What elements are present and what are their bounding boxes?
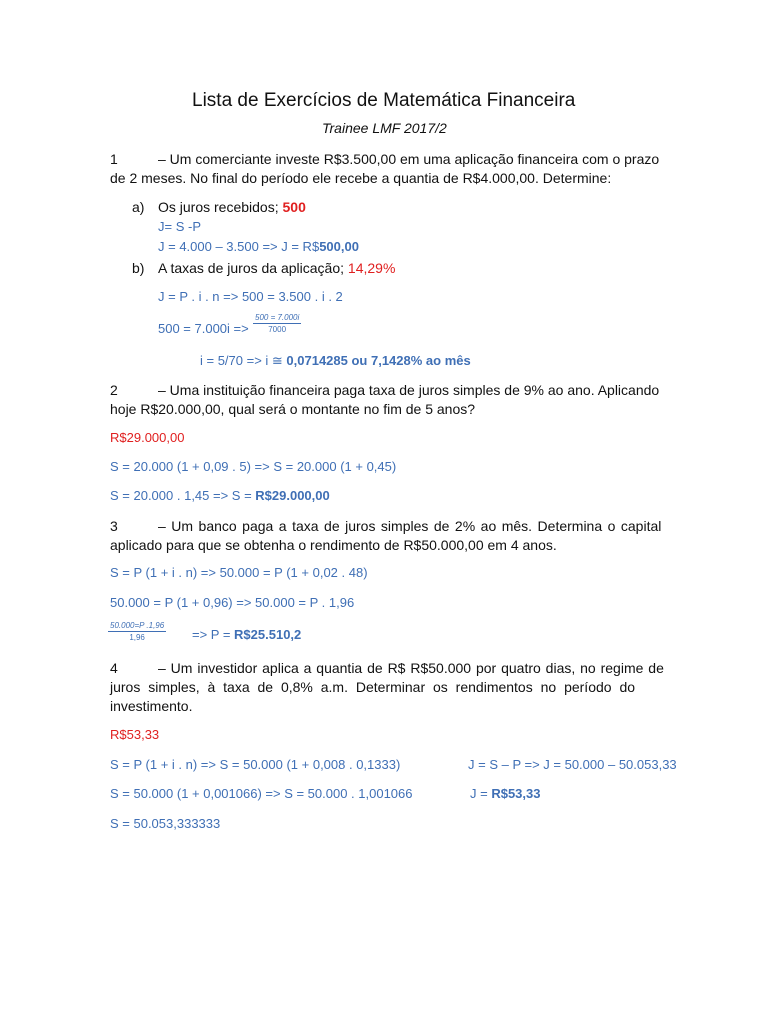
document-title: Lista de Exercícios de Matemática Financeira bbox=[192, 90, 576, 111]
q4-text-line3: investimento. bbox=[110, 698, 193, 714]
q4-right-line2-bold: R$53,33 bbox=[491, 786, 541, 801]
q3-line1: S = P (1 + i . n) => 50.000 = P (1 + 0,02 . 48) bbox=[110, 565, 368, 580]
q1b-fraction-numerator: 500 = 7.000i bbox=[255, 313, 300, 322]
q2-line2 bbox=[110, 488, 330, 503]
q2-line2-text: S = 20.000 . 1,45 => S = bbox=[110, 488, 256, 503]
q1a-marker: a) bbox=[132, 199, 145, 215]
q1a-line2 bbox=[158, 239, 359, 254]
q1a-line1: J= S -P bbox=[158, 219, 201, 234]
document-subtitle: Trainee LMF 2017/2 bbox=[322, 120, 447, 136]
q2-text-line2: hoje R$20.000,00, qual será o montante no fim de 5 anos? bbox=[110, 401, 476, 417]
q2-line1: S = 20.000 (1 + 0,09 . 5) => S = 20.000 (1 + 0,45) bbox=[110, 459, 397, 474]
q1a-label: Os juros recebidos; bbox=[158, 199, 279, 215]
q1b-label: A taxas de juros da aplicação; bbox=[158, 260, 345, 276]
q4-number: 4 bbox=[110, 660, 118, 676]
q3-text-line1: – Um banco paga a taxa de juros simples de 2% ao mês. Determina o capital bbox=[158, 518, 662, 534]
q3-number: 3 bbox=[110, 518, 118, 534]
q1b-line2: 500 = 7.000i => bbox=[158, 321, 249, 336]
q2-number: 2 bbox=[110, 382, 118, 398]
q3-text-line2: aplicado para que se obtenha o rendimento de R$50.000,00 em 4 anos. bbox=[110, 537, 557, 553]
q1b-question bbox=[158, 259, 395, 278]
q1-text-line2: de 2 meses. No final do período ele recebe a quantia de R$4.000,00. Determine: bbox=[110, 170, 612, 186]
q3-line3-bold: R$25.510,2 bbox=[234, 627, 302, 642]
q2-text-line1: – Uma instituição financeira paga taxa de juros simples de 9% ao ano. Aplicando bbox=[158, 382, 660, 398]
q1a-answer: 500 bbox=[282, 199, 306, 215]
q1b-line1: J = P . i . n => 500 = 3.500 . i . 2 bbox=[158, 289, 343, 304]
q4-right-line1: J = S – P => J = 50.000 – 50.053,33 bbox=[468, 757, 677, 772]
q4-answer: R$53,33 bbox=[110, 727, 160, 742]
q1b-answer: 14,29% bbox=[347, 260, 396, 276]
q1b-line3 bbox=[200, 353, 471, 369]
q3-fraction-numerator: 50.000=P .1,96 bbox=[110, 621, 165, 630]
q1-number: 1 bbox=[110, 151, 118, 167]
q1a-question bbox=[158, 198, 306, 217]
q1a-line2-bold: 500,00 bbox=[319, 239, 359, 254]
q1-text-line1: – Um comerciante investe R$3.500,00 em uma aplicação financeira com o prazo bbox=[158, 151, 660, 167]
q1b-fraction bbox=[253, 313, 301, 334]
q4-right-line2-text: J = bbox=[470, 786, 492, 801]
q1b-line3-text: i = 5/70 => i ≅ bbox=[200, 353, 287, 368]
q3-line2: 50.000 = P (1 + 0,96) => 50.000 = P . 1,96 bbox=[110, 595, 355, 610]
q4-left-line2: S = 50.000 (1 + 0,001066) => S = 50.000 . 1,001066 bbox=[110, 786, 413, 801]
q1b-marker: b) bbox=[132, 260, 145, 276]
q3-fraction bbox=[108, 621, 166, 642]
q4-text-line1: – Um investidor aplica a quantia de R$ R$50.000 por quatro dias, no regime de bbox=[158, 660, 664, 676]
q2-line2-bold: R$29.000,00 bbox=[255, 488, 330, 503]
q4-left-line1: S = P (1 + i . n) => S = 50.000 (1 + 0,008 . 0,1333) bbox=[110, 757, 401, 772]
q1a-line2-text: J = 4.000 – 3.500 => J = R$ bbox=[158, 239, 320, 254]
q4-left-line3: S = 50.053,333333 bbox=[110, 816, 221, 831]
q4-text-line2: juros simples, à taxa de 0,8% a.m. Determinar os rendimentos no período do bbox=[110, 679, 636, 695]
q3-line3-text: => P = bbox=[192, 627, 235, 642]
q3-line3 bbox=[192, 627, 301, 642]
q1b-line3-bold: 0,0714285 ou 7,1428% ao mês bbox=[286, 353, 471, 368]
q1b-fraction-denominator: 7000 bbox=[268, 325, 287, 334]
q4-right-line2 bbox=[470, 786, 540, 801]
q2-answer: R$29.000,00 bbox=[110, 430, 185, 445]
q3-fraction-denominator: 1,96 bbox=[129, 633, 145, 642]
